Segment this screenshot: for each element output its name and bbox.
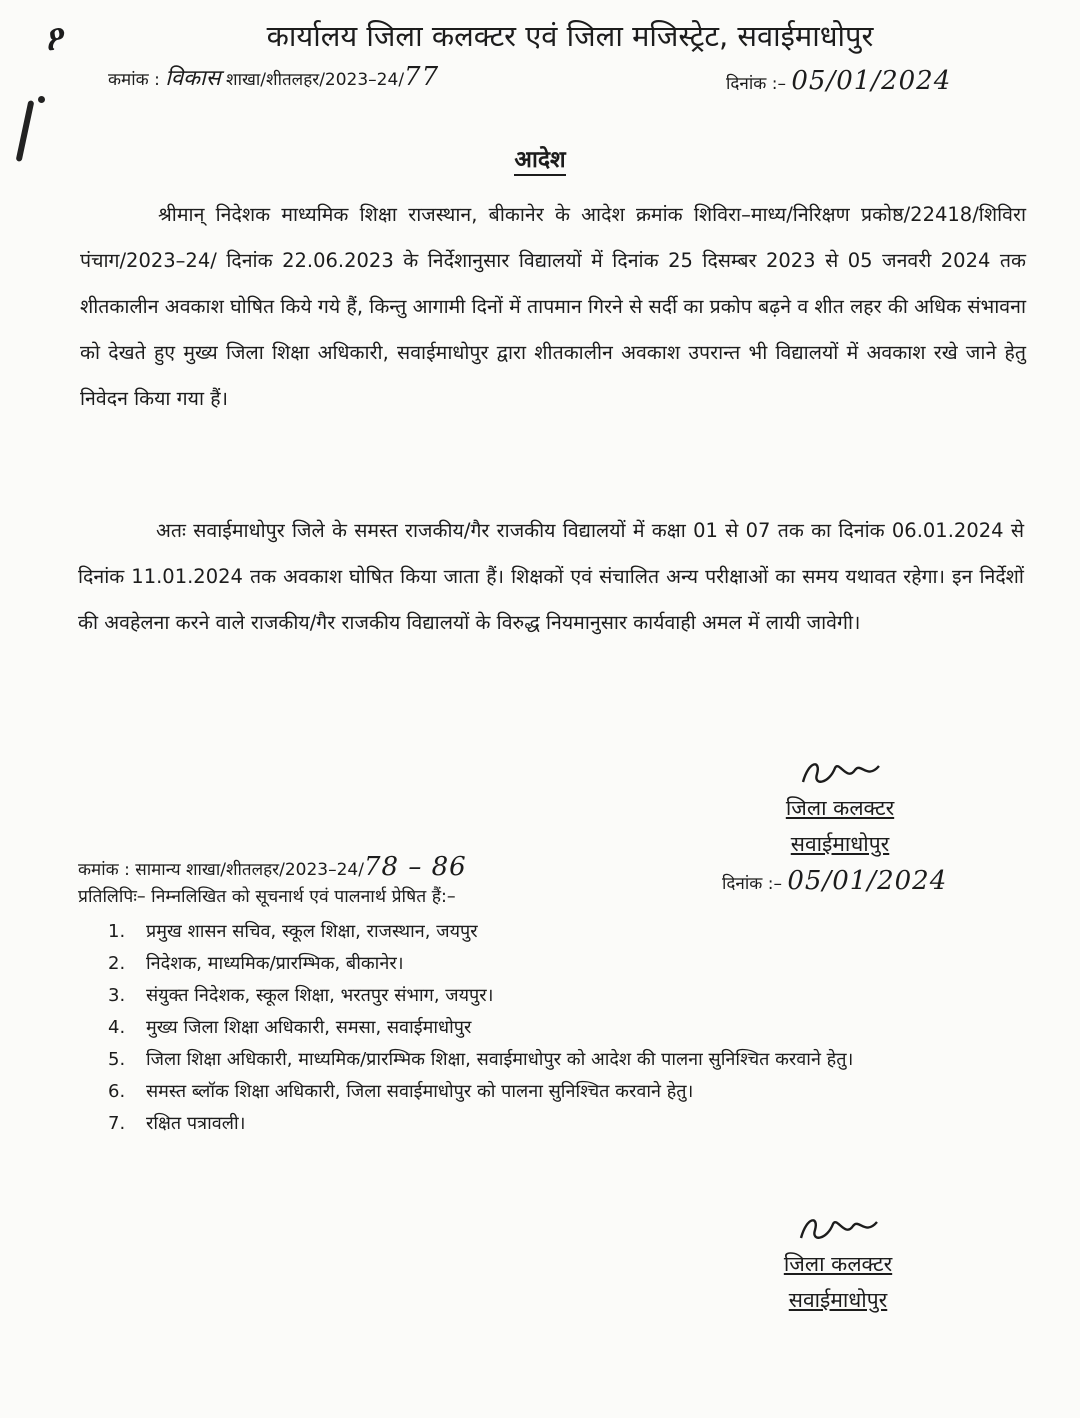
- list-item: 4. मुख्य जिला शिक्षा अधिकारी, समसा, सवाईमाधोपुर: [108, 1017, 472, 1038]
- signature-scrawl: [728, 1212, 948, 1246]
- copy-reference-number-handwritten: 78 – 86: [363, 852, 467, 882]
- order-title: [0, 142, 1080, 174]
- signatory-location: सवाईमाधोपुर: [788, 1288, 888, 1312]
- copy-reference-label: कमांक :: [78, 860, 130, 880]
- date-label: दिनांक :–: [726, 74, 786, 94]
- reference-number-handwritten: 77: [404, 62, 440, 92]
- signatory-title: जिला कलक्टर: [783, 1252, 893, 1276]
- copy-reference: [78, 852, 467, 882]
- copy-date-label: दिनांक :–: [722, 874, 782, 894]
- order-date: [726, 66, 951, 96]
- list-item: 7. रक्षित पत्रावली।: [108, 1113, 246, 1134]
- copy-intro: प्रतिलिपिः– निम्नलिखित को सूचनार्थ एवं पालनार्थ प्रेषित हैं:–: [78, 887, 456, 907]
- list-item: 5. जिला शिक्षा अधिकारी, माध्यमिक/प्रारम्भिक शिक्षा, सवाईमाधोपुर को आदेश की पालना सुनिश्चित करवाने हेतु।: [108, 1049, 854, 1070]
- order-paragraph-1: श्रीमान् निदेशक माध्यमिक शिक्षा राजस्थान, बीकानेर के आदेश क्रमांक शिविरा–माध्य/निरिक्षण प्रकोष्ठ/22418/शिविरा पंचाग/2023–24/ दिनांक 22.06.2023 के निर्देशानुसार विद्यालयों में दिनांक 25 दिसम्बर 2023 से 05 जनवरी 2024 तक शीतकालीन अवकाश घोषित किये गये हैं, किन्तु आगामी दिनों में तापमान गिरने से सर्दी का प्रकोप बढ़ने व शीत लहर की अधिक संभावना को देखते हुए मुख्य जिला शिक्षा अधिकारी, सवाईमाधोपुर द्वारा शीतकालीन अवकाश उपरान्त भी विद्यालयों में अवकाश रखे जाने हेतु निवेदन किया गया हैं।: [80, 203, 1026, 410]
- reference-branch-handwritten: विकास: [165, 66, 221, 91]
- signature-icon: [793, 1212, 883, 1246]
- signature-scrawl: [730, 756, 950, 790]
- handwritten-mark: ዖ: [43, 16, 69, 60]
- order-paragraph-2: अतः सवाईमाधोपुर जिले के समस्त राजकीय/गैर राजकीय विद्यालयों में कक्षा 01 से 07 तक का दिनांक 06.01.2024 से दिनांक 11.01.2024 तक अवकाश घोषित किया जाता हैं। शिक्षकों एवं संचालित अन्य परीक्षाओं का समय यथावत रहेगा। इन निर्देशों की अवहेलना करने वाले राजकीय/गैर राजकीय विद्यालयों के विरुद्ध नियमानुसार कार्यवाही अमल में लायी जावेगी।: [78, 519, 1024, 634]
- copy-reference-body: सामान्य शाखा/शीतलहर/2023–24/: [135, 860, 364, 880]
- signatory-location: सवाईमाधोपुर: [790, 832, 890, 856]
- signature-block-1: [730, 756, 950, 862]
- office-heading: कार्यालय जिला कलक्टर एवं जिला मजिस्ट्रेट, सवाईमाधोपुर: [266, 19, 874, 53]
- signature-icon: [795, 756, 885, 790]
- list-item: 1. प्रमुख शासन सचिव, स्कूल शिक्षा, राजस्थान, जयपुर: [108, 921, 478, 942]
- order-reference: [108, 62, 439, 92]
- handwritten-dot: [38, 96, 45, 103]
- reference-label: कमांक :: [108, 70, 160, 90]
- list-item: 3. संयुक्त निदेशक, स्कूल शिक्षा, भरतपुर संभाग, जयपुर।: [108, 985, 494, 1006]
- order-title-text: आदेश: [514, 147, 565, 176]
- list-item: 6. समस्त ब्लॉक शिक्षा अधिकारी, जिला सवाईमाधोपुर को पालना सुनिश्चित करवाने हेतु।: [108, 1081, 694, 1102]
- signatory-title: जिला कलक्टर: [785, 796, 895, 820]
- date-handwritten: 05/01/2024: [791, 66, 952, 96]
- reference-body: शाखा/शीतलहर/2023–24/: [226, 70, 405, 90]
- copy-date-handwritten: 05/01/2024: [787, 866, 948, 896]
- signature-block-2: [728, 1212, 948, 1318]
- list-item: 2. निदेशक, माध्यमिक/प्रारम्भिक, बीकानेर।: [108, 953, 404, 974]
- copy-recipient-list: [108, 916, 1028, 1140]
- copy-date: [722, 866, 947, 896]
